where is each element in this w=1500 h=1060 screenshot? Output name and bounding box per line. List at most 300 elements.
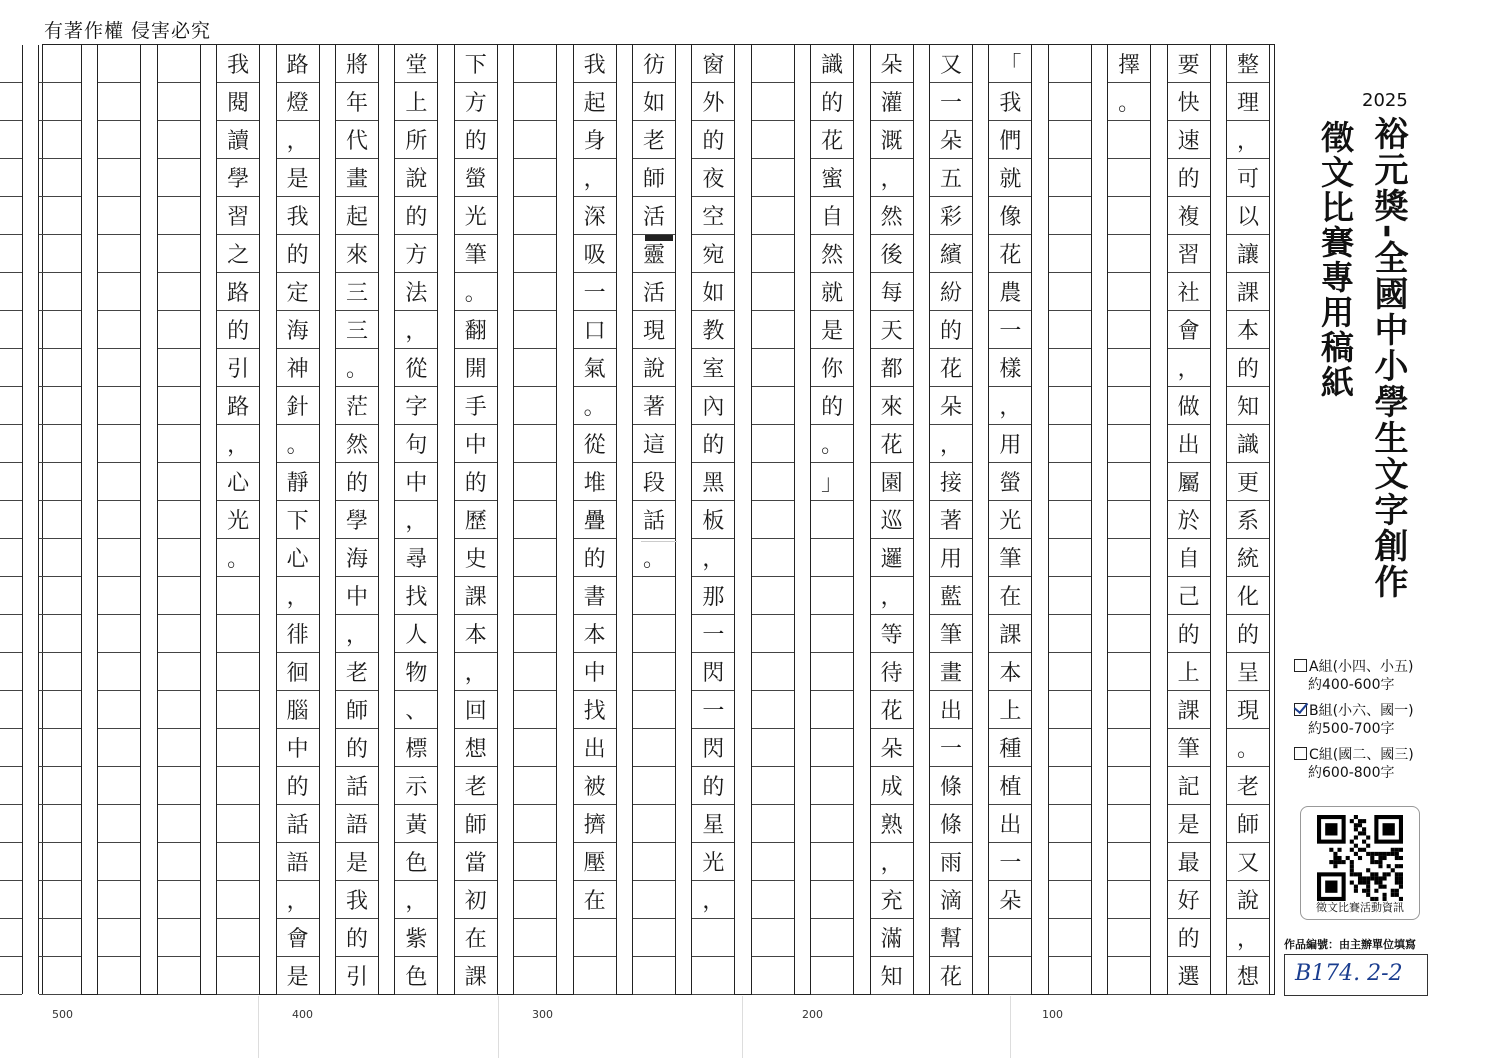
grid-cell: 蜜 [811,159,853,197]
grid-cell: 那 [692,577,734,615]
grid-cell [0,919,22,957]
grid-cell: 樣 [989,349,1031,387]
grid-cell [158,919,200,957]
checkbox-c[interactable] [1294,747,1307,760]
grid-cell: 人 [395,615,437,653]
serial-value: B174. 2-2 [1295,961,1403,986]
grid-cell: 如 [692,273,734,311]
grid-cell: 說 [1227,881,1269,919]
grid-column [810,45,854,994]
grid-cell: 藍 [930,577,972,615]
grid-cell: 內 [692,387,734,425]
grid-cell [217,919,259,957]
grid-cell [1108,957,1150,995]
grid-cell [1049,767,1091,805]
grid-cell [217,653,259,691]
grid-cell [752,235,794,273]
grid-cell [1108,159,1150,197]
grid-cell [98,539,140,577]
grid-cell [1049,805,1091,843]
grid-cell [39,843,81,881]
grid-cell: 教 [692,311,734,349]
grid-cell [514,691,556,729]
grid-cell [98,235,140,273]
grid-cell [39,349,81,387]
grid-cell [1049,83,1091,121]
grid-cell [39,235,81,273]
grid-cell [217,767,259,805]
grid-cell: 現 [633,311,675,349]
grid-cell [158,805,200,843]
grid-cell: 筆 [455,235,497,273]
grid-column [513,45,557,994]
grid-cell: 從 [395,349,437,387]
grid-cell: 上 [989,691,1031,729]
grid-cell: 翻 [455,311,497,349]
grid-cell: 。 [633,539,675,577]
grid-cell: 著 [633,387,675,425]
grid-cell [514,45,556,83]
grid-cell [0,653,22,691]
grid-cell: 堂 [395,45,437,83]
grid-cell [39,83,81,121]
grid-cell [98,653,140,691]
grid-cell [158,121,200,159]
grid-cell [0,273,22,311]
grid-cell [1049,615,1091,653]
grid-cell: 從 [574,425,616,463]
contest-title: 裕元獎-全國中小學生文字創作 [1368,116,1408,601]
grid-cell: 代 [336,121,378,159]
grid-cell: 色 [395,957,437,995]
option-group-a[interactable] [1294,658,1414,694]
grid-cell: ， [1168,349,1210,387]
grid-cell: 朵 [989,881,1031,919]
grid-cell: 每 [871,273,913,311]
grid-cell [514,729,556,767]
grid-cell: 閱 [217,83,259,121]
option-group-c[interactable] [1294,746,1414,782]
grid-cell [217,843,259,881]
grid-cell: 知 [871,957,913,995]
grid-cell [39,805,81,843]
qr-card[interactable] [1300,806,1420,920]
grid-cell: 種 [989,729,1031,767]
grid-cell: 現 [1227,691,1269,729]
grid-cell [514,159,556,197]
grid-cell: 筆 [989,539,1031,577]
grid-cell: ， [989,387,1031,425]
grid-cell: 引 [336,957,378,995]
grid-cell: ， [455,653,497,691]
grid-cell: 可 [1227,159,1269,197]
center-fold [641,45,677,994]
grid-cell [0,121,22,159]
checkbox-b[interactable] [1294,703,1307,716]
grid-cell: 待 [871,653,913,691]
grid-cell: 回 [455,691,497,729]
grid-cell [39,881,81,919]
option-group-b[interactable] [1294,702,1414,738]
grid-cell [158,691,200,729]
grid-cell [752,919,794,957]
grid-cell [158,767,200,805]
grid-cell [1108,767,1150,805]
grid-cell: 以 [1227,197,1269,235]
grid-cell: 我 [336,881,378,919]
grid-cell: 上 [395,83,437,121]
grid-cell: 一 [692,691,734,729]
grid-cell: 「 [989,45,1031,83]
grid-cell: 話 [277,805,319,843]
qr-code-icon[interactable] [1317,815,1403,901]
grid-cell: 、 [395,691,437,729]
grid-cell: 徊 [277,653,319,691]
grid-cell: 出 [989,805,1031,843]
grid-cell [39,653,81,691]
grid-cell [752,425,794,463]
grid-cell [98,311,140,349]
grid-cell: 語 [277,843,319,881]
grid-cell: ， [692,539,734,577]
grid-cell [1049,235,1091,273]
grid-cell: 化 [1227,577,1269,615]
grid-cell: 自 [811,197,853,235]
grid-cell: 速 [1168,121,1210,159]
grid-cell [217,805,259,843]
grid-cell: 的 [1227,349,1269,387]
grid-cell [752,615,794,653]
grid-cell: 的 [692,121,734,159]
grid-cell: 年 [336,83,378,121]
grid-cell [752,653,794,691]
grid-cell: 語 [336,805,378,843]
grid-cell [98,463,140,501]
grid-cell: 的 [574,539,616,577]
grid-cell [0,881,22,919]
grid-cell: 們 [989,121,1031,159]
grid-cell [0,425,22,463]
grid-cell: ， [692,881,734,919]
grid-cell: 閃 [692,653,734,691]
grid-cell [0,463,22,501]
grid-cell [811,615,853,653]
grid-cell [1108,311,1150,349]
grid-cell: 在 [989,577,1031,615]
grid-cell: 。 [217,539,259,577]
grid-cell: 就 [811,273,853,311]
grid-cell [989,919,1031,957]
grid-column [157,45,201,994]
grid-cell: 社 [1168,273,1210,311]
grid-cell [158,349,200,387]
grid-cell [514,83,556,121]
grid-cell: 。 [455,273,497,311]
grid-column [573,45,617,994]
grid-cell [39,425,81,463]
grid-cell: 繽 [930,235,972,273]
option-b-label: B組(小六、國一) [1309,703,1414,719]
grid-cell: 的 [217,311,259,349]
grid-cell [514,311,556,349]
grid-cell [1108,729,1150,767]
grid-cell: 當 [455,843,497,881]
grid-cell: 想 [455,729,497,767]
grid-cell [0,577,22,615]
grid-cell: 選 [1168,957,1210,995]
grid-column [216,45,260,994]
grid-cell [514,843,556,881]
grid-cell: 屬 [1168,463,1210,501]
grid-cell: 。 [811,425,853,463]
grid-cell [574,957,616,995]
grid-cell: 被 [574,767,616,805]
grid-cell: 出 [574,729,616,767]
grid-cell [811,577,853,615]
grid-cell: 識 [1227,425,1269,463]
grid-cell [158,159,200,197]
grid-cell: ， [930,425,972,463]
grid-cell [217,577,259,615]
grid-cell: 色 [395,843,437,881]
grid-column [0,45,23,994]
grid-cell: 師 [455,805,497,843]
grid-cell [0,197,22,235]
grid-cell: 己 [1168,577,1210,615]
grid-cell [514,425,556,463]
grid-cell [98,45,140,83]
grid-cell: 整 [1227,45,1269,83]
grid-cell: 出 [930,691,972,729]
grid-cell [0,805,22,843]
grid-cell: 疊 [574,501,616,539]
grid-cell [98,501,140,539]
grid-cell: 充 [871,881,913,919]
grid-cell: 課 [455,957,497,995]
grid-cell [39,539,81,577]
grid-cell [1049,159,1091,197]
grid-column [276,45,320,994]
grid-cell: 中 [574,653,616,691]
grid-cell [217,957,259,995]
grid-cell: 畫 [930,653,972,691]
grid-cell [98,843,140,881]
grid-cell [0,501,22,539]
grid-cell [1049,729,1091,767]
grid-cell: 法 [395,273,437,311]
grid-cell: 手 [455,387,497,425]
grid-cell: 會 [1168,311,1210,349]
grid-cell [158,197,200,235]
character-counter: 500 [52,1008,73,1021]
grid-cell [1108,387,1150,425]
grid-cell: 你 [811,349,853,387]
grid-cell: 的 [277,767,319,805]
grid-cell: 找 [574,691,616,729]
grid-cell [1049,311,1091,349]
grid-cell: 活 [633,273,675,311]
grid-cell [39,121,81,159]
grid-cell [811,805,853,843]
grid-cell [1049,45,1091,83]
grid-cell: 等 [871,615,913,653]
grid-cell: 朵 [930,121,972,159]
grid-cell: 中 [336,577,378,615]
grid-cell: 是 [336,843,378,881]
grid-cell: 光 [217,501,259,539]
grid-cell: 在 [455,919,497,957]
grid-cell: 外 [692,83,734,121]
character-counter: 200 [802,1008,823,1021]
grid-cell [39,463,81,501]
grid-column [394,45,438,994]
grid-cell: ， [336,615,378,653]
grid-cell: 我 [217,45,259,83]
grid-cell [98,881,140,919]
grid-cell [0,349,22,387]
grid-cell [1108,197,1150,235]
grid-cell [514,767,556,805]
grid-cell [752,577,794,615]
grid-column [929,45,973,994]
grid-cell [752,273,794,311]
fold-guide-line [1010,996,1011,1058]
grid-cell: 的 [395,197,437,235]
grid-cell: 老 [455,767,497,805]
grid-cell: ， [277,881,319,919]
grid-cell: 海 [336,539,378,577]
grid-cell: 如 [633,83,675,121]
grid-cell [158,387,200,425]
grid-cell: 。 [1108,83,1150,121]
grid-cell [989,957,1031,995]
grid-cell: 螢 [989,463,1031,501]
grid-cell: 方 [455,83,497,121]
grid-cell: 筆 [930,615,972,653]
grid-cell: 螢 [455,159,497,197]
grid-cell [98,805,140,843]
grid-cell [1108,463,1150,501]
character-counter: 100 [1042,1008,1063,1021]
grid-cell [752,957,794,995]
grid-cell [1049,387,1091,425]
grid-cell [811,919,853,957]
grid-cell [811,501,853,539]
grid-cell: 下 [277,501,319,539]
grid-cell: 花 [989,235,1031,273]
grid-cell: 花 [930,957,972,995]
grid-cell: 起 [336,197,378,235]
grid-cell: 」 [811,463,853,501]
grid-cell [158,881,200,919]
grid-cell: 是 [277,159,319,197]
grid-cell: 像 [989,197,1031,235]
grid-cell: 老 [336,653,378,691]
grid-cell: 空 [692,197,734,235]
contest-subtitle: 徵文比賽專用稿紙 [1316,120,1355,400]
grid-cell [1108,273,1150,311]
grid-cell [1108,691,1150,729]
grid-cell [98,197,140,235]
grid-cell [217,729,259,767]
grid-cell: 一 [574,273,616,311]
grid-cell: 農 [989,273,1031,311]
grid-cell: 夜 [692,159,734,197]
grid-cell [217,691,259,729]
side-panel [1276,44,1500,1044]
grid-cell [39,197,81,235]
grid-cell: 的 [455,121,497,159]
grid-cell: 腦 [277,691,319,729]
grid-cell [752,387,794,425]
grid-cell: ， [277,577,319,615]
grid-cell: 的 [1168,615,1210,653]
option-c-range: 約600-800字 [1308,765,1395,781]
grid-cell [752,463,794,501]
grid-cell [98,767,140,805]
grid-cell: 的 [277,235,319,273]
grid-cell: 更 [1227,463,1269,501]
grid-cell: 閃 [692,729,734,767]
grid-cell: 擠 [574,805,616,843]
grid-cell [811,539,853,577]
grid-cell: ， [1227,121,1269,159]
grid-cell [811,881,853,919]
grid-column [335,45,379,994]
grid-cell: 三 [336,273,378,311]
option-c-label: C組(國二、國三) [1309,747,1414,763]
grid-cell: 成 [871,767,913,805]
grid-cell [514,387,556,425]
serial-label: 作品編號：由主辦單位填寫 [1284,938,1416,951]
grid-cell: 條 [930,767,972,805]
grid-cell: 將 [336,45,378,83]
grid-cell: 上 [1168,653,1210,691]
grid-cell: 一 [930,83,972,121]
grid-cell: 的 [930,311,972,349]
grid-cell: 段 [633,463,675,501]
grid-cell: 心 [277,539,319,577]
grid-cell: 花 [811,121,853,159]
grid-cell: 。 [574,387,616,425]
grid-cell [811,729,853,767]
grid-cell: 氣 [574,349,616,387]
grid-cell [1049,957,1091,995]
grid-cell: 我 [574,45,616,83]
grid-cell [1049,121,1091,159]
grid-cell [1049,463,1091,501]
grid-cell: 之 [217,235,259,273]
checkbox-a[interactable] [1294,659,1307,672]
grid-cell [1049,919,1091,957]
grid-cell: 本 [455,615,497,653]
grid-cell [1108,805,1150,843]
grid-cell [98,615,140,653]
grid-cell: 然 [336,425,378,463]
grid-cell: 紛 [930,273,972,311]
fold-line [641,541,677,542]
grid-cell: ， [871,159,913,197]
grid-cell: 徘 [277,615,319,653]
grid-cell: 彷 [633,45,675,83]
grid-cell: 我 [277,197,319,235]
grid-cell [1108,919,1150,957]
grid-cell: 師 [1227,805,1269,843]
grid-cell [1108,577,1150,615]
grid-cell [514,273,556,311]
grid-cell: 引 [217,349,259,387]
grid-cell: 自 [1168,539,1210,577]
